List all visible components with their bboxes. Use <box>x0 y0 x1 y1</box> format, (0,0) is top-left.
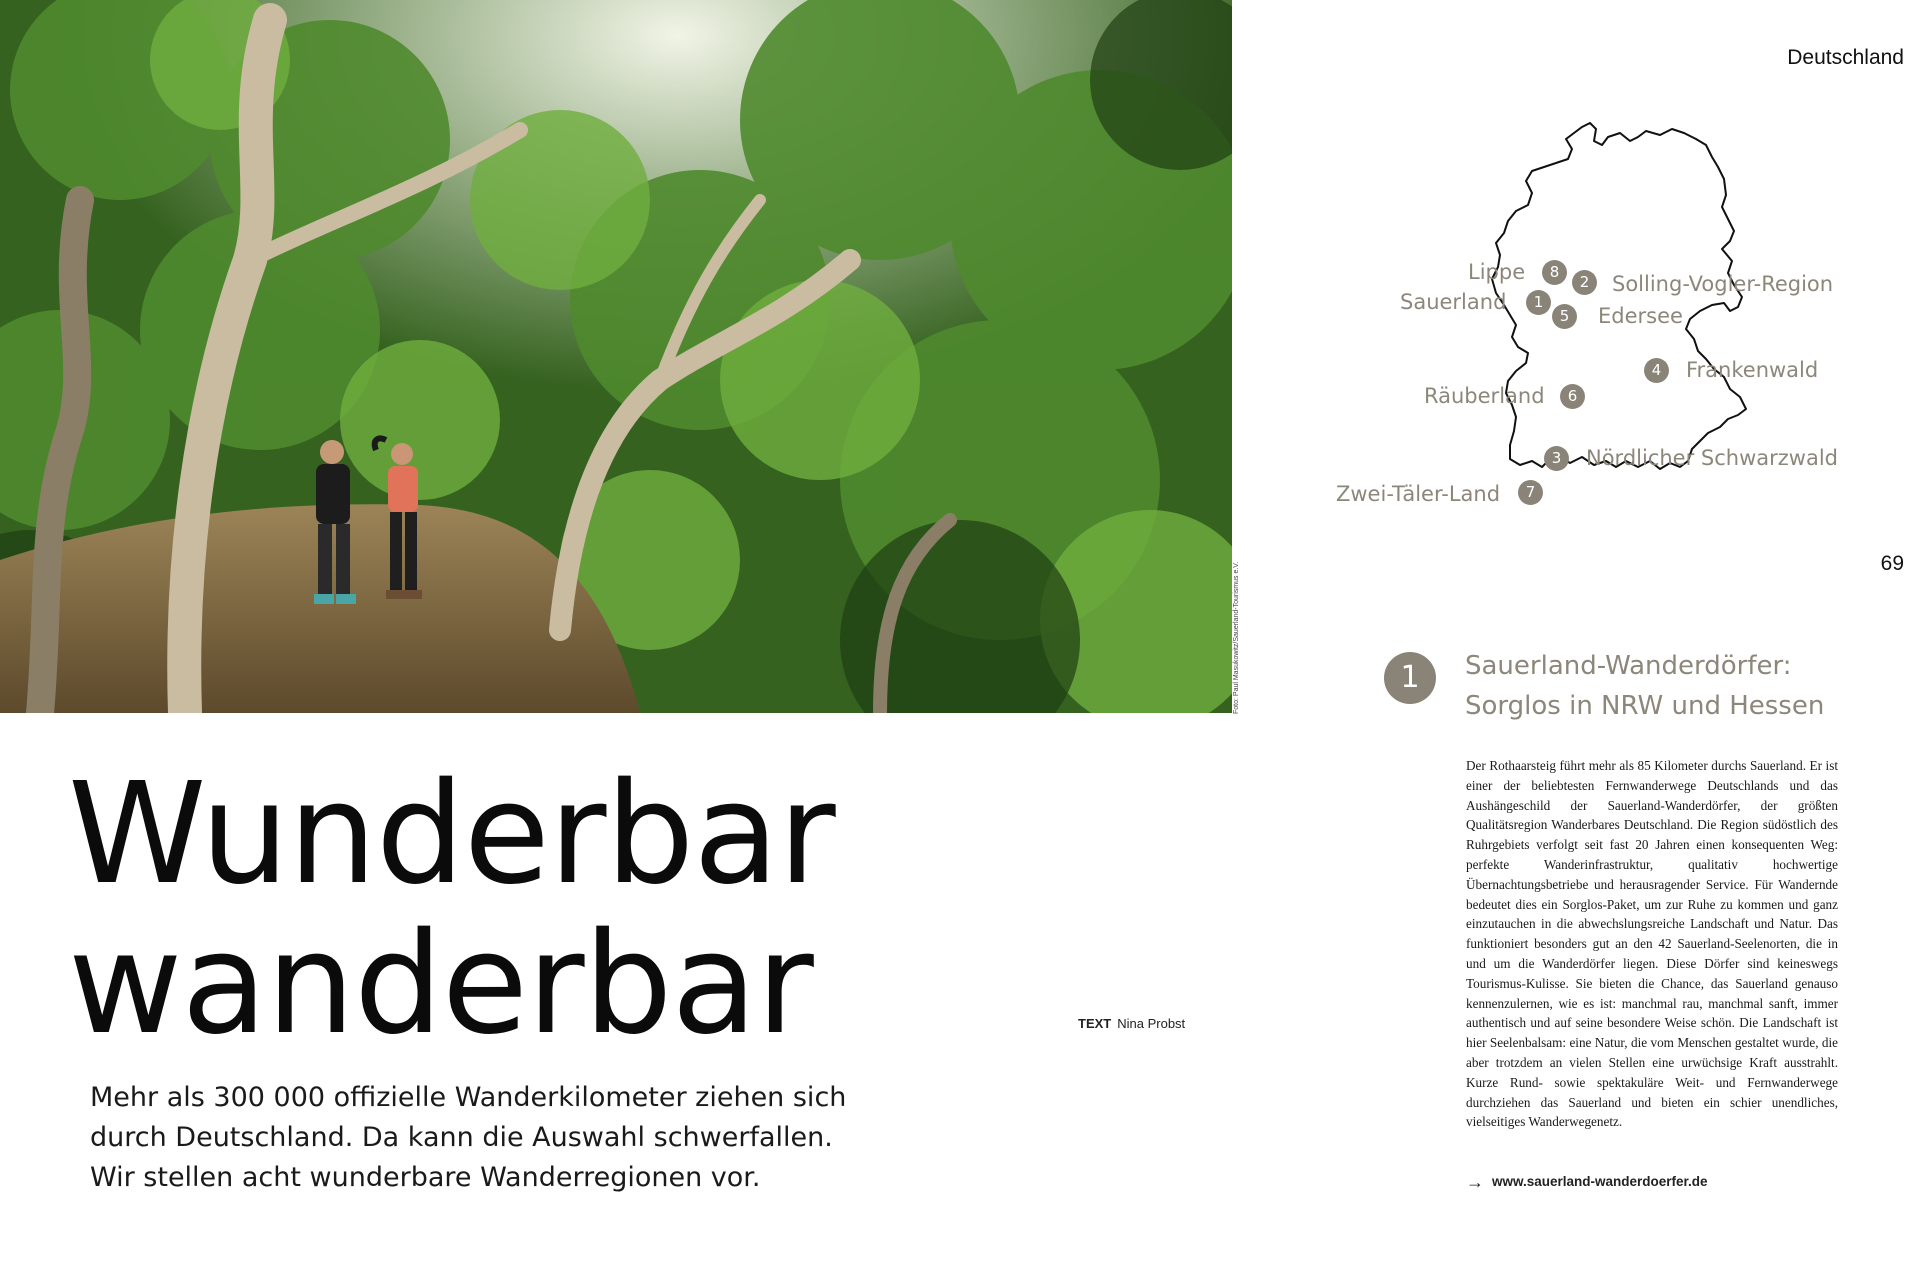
photo-credit: Foto: Paul Masukowitz/Sauerland-Tourismus e.V. <box>1233 561 1240 714</box>
map-marker-4: 4 <box>1644 358 1669 383</box>
map-label-sauerland: Sauerland <box>1400 290 1507 314</box>
article-body: Der Rothaarsteig führt mehr als 85 Kilometer durchs Sauerland. Er ist einer der beliebtesten Fernwanderwege Deutschlands und das Aushängeschild der Sauerland-Wanderdörfer, der größten Qualitätsregion Wanderbares Deutschland. Die Region südöstlich des Ruhrgebiets verfolgt seit fast 20 Jahren einen konsequenten Weg: perfekte Wanderinfrastruktur, qualitativ hochwertige Übernachtungsbetriebe und herausragender Service. Für Wandernde bedeutet dies ein Sorglos-Paket, um zur Ruhe zu kommen und ganz einzutauchen in die abwechslungsreiche Landschaft und Natur. Das funktioniert besonders gut an den 42 Sauerland-Seelenorten, die in und um die Wanderdörfer liegen. Diese Dörfer sind keineswegs Tourismus-Kulisse. Sie bieten die Chance, das Sauerland genauso kennenzulernen, wie es ist: manchmal rau, manchmal sanft, immer authentisch und auf seine besondere Weise schön. Die Landschaft ist hier Seelenbalsam: eine Natur, die vom Menschen gestaltet wurde, die aber trotzdem an vielen Stellen eine urwüchsige Kraft ausstrahlt. Kurze Rund- sowie spektakuläre Weit- und Fernwanderwege durchziehen das Sauerland und bieten ein schier unendliches, vielseitiges Wanderwegenetz. <box>1466 758 1838 1130</box>
lead-line-2: durch Deutschland. Da kann die Auswahl schwerfallen. <box>90 1122 833 1153</box>
map-label-frankenwald: Frankenwald <box>1686 358 1819 382</box>
headline-line-1: Wunderbar <box>68 753 835 916</box>
article-link-text[interactable]: www.sauerland-wanderdoerfer.de <box>1492 1174 1708 1189</box>
lead-line-1: Mehr als 300 000 offizielle Wanderkilometer ziehen sich <box>90 1082 847 1113</box>
article-number-badge: 1 <box>1384 652 1436 704</box>
map-label-zwei-taeler-land: Zwei-Täler-Land <box>1336 482 1501 506</box>
lead-line-3: Wir stellen acht wunderbare Wanderregionen vor. <box>90 1162 761 1193</box>
hero-photo <box>0 0 1232 713</box>
page-number: 69 <box>1880 552 1904 575</box>
author-credit <box>1078 1016 1185 1031</box>
arrow-right-icon: → <box>1466 1172 1484 1192</box>
forest-hikers-illustration <box>0 0 1232 713</box>
map-label-edersee: Edersee <box>1598 304 1683 328</box>
headline <box>68 753 835 1066</box>
article-title-line-1: Sauerland-Wanderdörfer: <box>1465 651 1792 681</box>
author-name: Nina Probst <box>1117 1016 1186 1031</box>
map-marker-7: 7 <box>1518 480 1543 505</box>
section-label: Deutschland <box>1787 46 1904 69</box>
article-link[interactable] <box>1466 1172 1708 1193</box>
map-label-solling-vogler: Solling-Vogler-Region <box>1612 272 1834 296</box>
map-marker-2: 2 <box>1572 270 1597 295</box>
article-title-line-2: Sorglos in NRW und Hessen <box>1465 691 1825 721</box>
map-marker-8: 8 <box>1542 260 1567 285</box>
article-title <box>1465 646 1824 726</box>
map-label-noerdlicher-schwarzwald: Nördlicher Schwarzwald <box>1586 446 1838 470</box>
lead-paragraph <box>90 1078 870 1198</box>
map-marker-6: 6 <box>1560 384 1585 409</box>
map-label-lippe: Lippe <box>1468 260 1526 284</box>
author-label: TEXT <box>1078 1016 1112 1031</box>
map-marker-3: 3 <box>1544 446 1569 471</box>
headline-line-2: wanderbar <box>68 903 813 1066</box>
map-label-raeuberland: Räuberland <box>1424 384 1545 408</box>
map-marker-5: 5 <box>1552 304 1577 329</box>
map-marker-1: 1 <box>1526 290 1551 315</box>
